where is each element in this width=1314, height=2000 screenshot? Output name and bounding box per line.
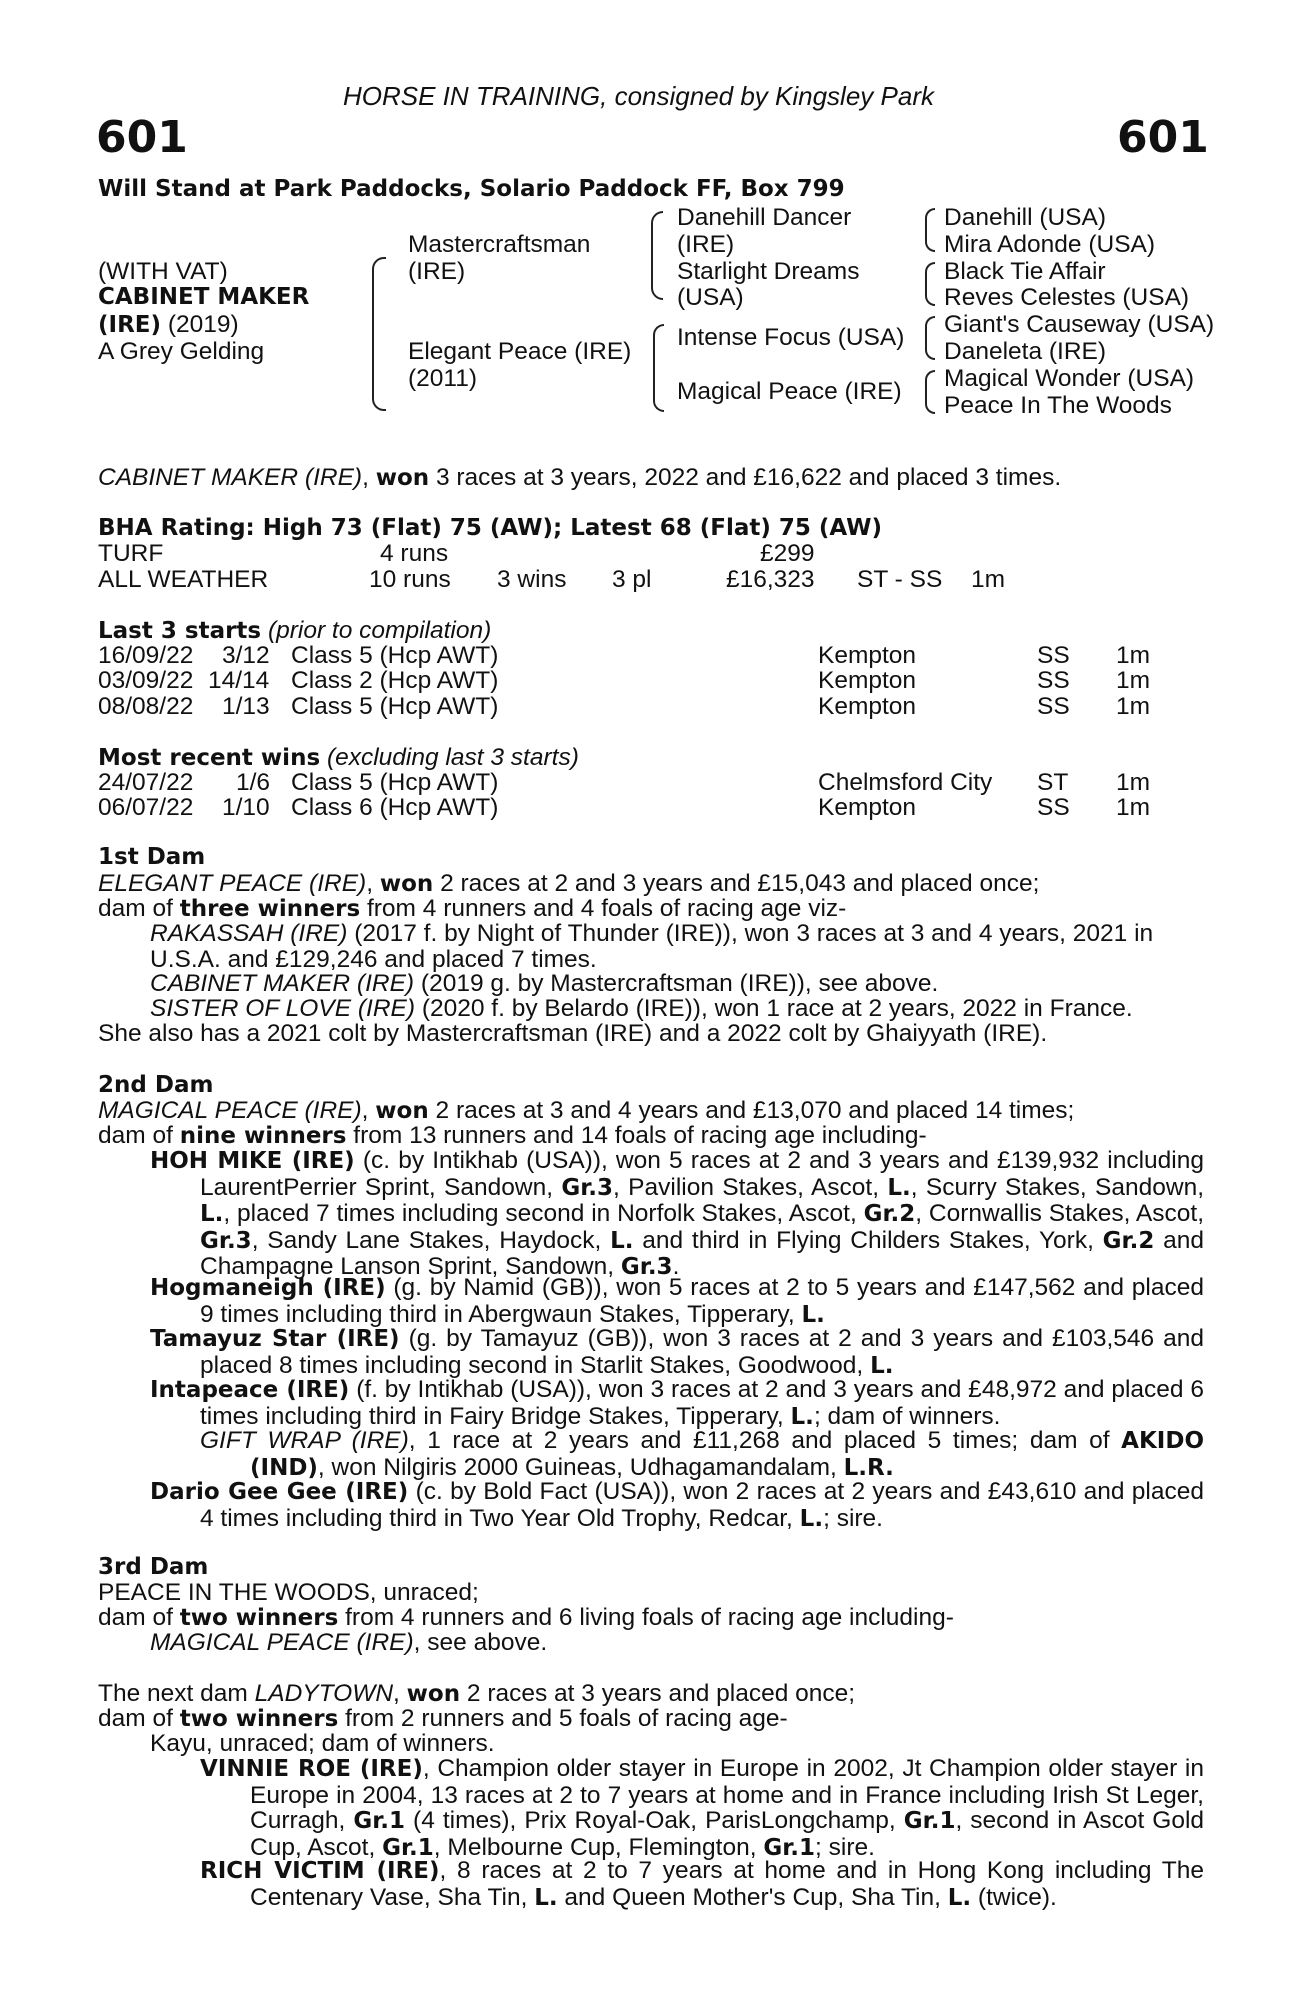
vinnie-roe-entry: VINNIE ROE (IRE), Champion older stayer in Europe in 2002, Jt Champion older stayer in Europe in 2004, 13 races at 2 to 7 years at home and in France including Irish St Leger, Curragh, Gr.1 (4 times), Prix Royal-Oak, ParisLongchamp, Gr.1, second in Ascot Gold Cup, Ascot, Gr.1, Melbourne Cup, Flemington, Gr.1; sire. — [200, 1755, 1205, 1861]
dam-dam: Magical Peace (IRE) — [677, 378, 902, 405]
ped-dsd: Daneleta (IRE) — [944, 338, 1107, 365]
ped-sdd: Reves Celestes (USA) — [944, 284, 1190, 311]
last-starts-heading: Last 3 starts (prior to compilation) — [98, 617, 492, 644]
race-summary: CABINET MAKER (IRE), won 3 races at 3 years, 2022 and £16,622 and placed 3 times. — [98, 464, 1062, 491]
sire-name: Mastercraftsman — [408, 231, 591, 258]
brace-g4 — [925, 370, 935, 414]
intapeace-entry: Intapeace (IRE) (f. by Intikhab (USA)), won 3 races at 2 and 3 years and £48,972 and placed 6 times including third in Fairy Bridge Stakes, Tipperary, L.; dam of winners. — [150, 1376, 1204, 1430]
lot-number-right: 601 — [1117, 112, 1209, 163]
first-dam-produce-3: SISTER OF LOVE (IRE) (2020 f. by Belardo (IRE)), won 1 race at 2 years, 2022 in France. — [150, 995, 1133, 1022]
kayu-entry: Kayu, unraced; dam of winners. — [150, 1730, 495, 1757]
second-dam-produce-summary: dam of nine winners from 13 runners and 14 foals of racing age including- — [98, 1122, 927, 1149]
rich-victim-entry: RICH VICTIM (IRE), 8 races at 2 to 7 years at home and in Hong Kong including The Centenary Vase, Sha Tin, L. and Queen Mother's Cup, Sha Tin, L. (twice). — [200, 1857, 1204, 1911]
bha-rating: BHA Rating: High 73 (Flat) 75 (AW); Latest 68 (Flat) 75 (AW) — [98, 515, 883, 541]
third-dam-produce-summary: dam of two winners from 4 runners and 6 living foals of racing age including- — [98, 1604, 954, 1631]
pedigree-brace-main — [372, 257, 386, 411]
horse-description: A Grey Gelding — [98, 338, 265, 365]
second-dam-heading: 2nd Dam — [98, 1072, 214, 1098]
dam-year: (2011) — [408, 365, 478, 392]
third-dam-produce-1: MAGICAL PEACE (IRE), see above. — [150, 1629, 548, 1656]
ped-dss: Giant's Causeway (USA) — [944, 311, 1215, 338]
third-dam-heading: 3rd Dam — [98, 1554, 209, 1580]
next-dam-produce-summary: dam of two winners from 2 runners and 5 foals of racing age- — [98, 1705, 788, 1732]
first-dam-produce-summary: dam of three winners from 4 runners and 4 foals of racing age viz- — [98, 895, 847, 922]
pedigree-brace-dam — [653, 324, 664, 412]
brace-g3 — [925, 316, 935, 360]
first-dam-produce-2: CABINET MAKER (IRE) (2019 g. by Mastercraftsman (IRE)), see above. — [150, 970, 939, 997]
gift-wrap-entry: GIFT WRAP (IRE), 1 race at 2 years and £11,268 and placed 5 times; dam of AKIDO (IND), won Nilgiris 2000 Guineas, Udhagamandalam, L.R. — [200, 1427, 1204, 1481]
stabling-line: Will Stand at Park Paddocks, Solario Paddock FF, Box 799 — [98, 176, 845, 202]
catalogue-page: HORSE IN TRAINING, consigned by Kingsley Park 601 601 Will Stand at Park Paddocks, Solario Paddock FF, Box 799 (WITH VAT) CABINET MAKER (IRE) (2019) A Grey Gelding Mastercraftsman (IRE) Elegant Peace (IRE) (2011) Danehill Dancer (IRE) Starlight Dreams (USA) Intense Focus (USA) Magical Peace (IRE) Danehill (USA) Mira Adonde (USA) Black Tie Affair Reves Celestes (USA) Giant's Causeway (USA) Daneleta (IRE) Magical Wonder (USA) Peace In The Woods CABINET MAKER (IRE), won 3 races at 3 years, 2022 and £16,622 and placed 3 times. BHA Rating: High 73 (Flat) 75 (AW); Latest 68 (Flat) 75 (AW) TURF 4 runs £299 ALL WEATHER 10 runs 3 wins 3 pl £16,323 ST - SS 1m Last 3 starts (prior to compilation) 16/09/22 3/12 Class 5 (Hcp AWT) Kempton SS 1m 03/09/22 14/14 Class 2 (Hcp AWT) Kempton SS 1m 08/08/22 1/13 Class 5 (Hcp AWT) Kempton SS 1m Most recent wins (excluding last 3 starts) 24/07/22 1/6 Class 5 (Hcp AWT) Chelmsford City ST 1m 06/07/22 1/10 Class 6 (Hcp AWT) Kempton SS 1m 1st Dam ELEGANT PEACE (IRE), won 2 races at 2 and 3 years and £15,043 and placed once; dam of three winners from 4 runners and 4 foals of racing age viz- RAKASSAH (IRE) (2017 f. by Night of Thunder (IRE)), won 3 races at 3 and 4 years, 2021 in U.S.A. and £129,246 and placed 7 times. CABINET MAKER (IRE) (2019 g. by Mastercraftsman (IRE)), see above. SISTER OF LOVE (IRE) (2020 f. by Belardo (IRE)), won 1 race at 2 years, 2022 in France. She also has a 2021 colt by Mastercraftsman (IRE) and a 2022 colt by Ghaiyyath (IRE). 2nd Dam MAGICAL PEACE (IRE), won 2 races at 3 and 4 years and £13,070 and placed 14 times; dam of nine winners from 13 runners and 14 foals of racing age including- HOH MIKE (IRE) (c. by Intikhab (USA)), won 5 races at 2 and 3 years and £139,932 including LaurentPerrier Sprint, Sandown, Gr.3, Pavilion Stakes, Ascot, L., Scurry Stakes, Sandown, L., placed 7 times including second in Norfolk Stakes, Ascot, Gr.2, Cornwallis Stakes, Ascot, Gr.3, Sandy Lane Stakes, Haydock, L. and third in Flying Childers Stakes, York, Gr.2 and Champagne Lanson Sprint, Sandown, Gr.3. Hogmaneigh (IRE) (g. by Namid (GB)), won 5 races at 2 to 5 years and £147,562 and placed 9 times including third in Abergwaun Stakes, Tipperary, L. Tamayuz Star (IRE) (g. by Tamayuz (GB)), won 3 races at 2 and 3 years and £103,546 and placed 8 times including second in Starlit Stakes, Goodwood, L. Intapeace (IRE) (f. by Intikhab (USA)), won 3 races at 2 and 3 years and £48,972 and placed 6 times including third in Fairy Bridge Stakes, Tipperary, L.; dam of winners. GIFT WRAP (IRE), 1 race at 2 years and £11,268 and placed 5 times; dam of AKIDO (IND), won Nilgiris 2000 Guineas, Udhagamandalam, L.R. Dario Gee Gee (IRE) (c. by Bold Fact (USA)), won 2 races at 2 years and £43,610 and placed 4 times including third in Two Year Old Trophy, Redcar, L.; sire. 3rd Dam PEACE IN THE WOODS, unraced; dam of two winners from 4 runners and 6 living foals of racing age including- MAGICAL PEACE (IRE), see above. The next dam LADYTOWN, won 2 races at 3 years and placed once; dam of two winners from 2 runners and 5 foals of racing age- Kayu, unraced; dam of winners. VINNIE ROE (IRE), Champion older stayer in Europe in 2002, Jt Champion older stayer in Europe in 2004, 13 races at 2 to 7 years at home and in France including Irish St Leger, Curragh, Gr.1 (4 times), Prix Royal-Oak, ParisLongchamp, Gr.1, second in Ascot Gold Cup, Ascot, Gr.1, Melbourne Cup, Flemington, Gr.1; sire. RICH VICTIM (IRE), 8 races at 2 to 7 years at home and in Hong Kong including The Centenary Vase, Sha Tin, L. and Queen Mother's Cup, Sha Tin, L. (twice). — [96, 81, 1215, 1911]
next-dam-record: The next dam LADYTOWN, won 2 races at 3 years and placed once; — [98, 1680, 856, 1707]
horse-name: CABINET MAKER — [98, 284, 310, 310]
ped-ddd: Peace In The Woods — [944, 392, 1172, 419]
ped-sss: Danehill (USA) — [944, 204, 1107, 231]
consignment-line: HORSE IN TRAINING, consigned by Kingsley Park — [343, 81, 934, 111]
second-dam-record: MAGICAL PEACE (IRE), won 2 races at 3 and 4 years and £13,070 and placed 14 times; — [98, 1097, 1075, 1124]
horse-name-country-year: (IRE) (2019) — [98, 311, 239, 338]
sire-dam-country: (USA) — [677, 284, 744, 311]
third-dam-record: PEACE IN THE WOODS, unraced; — [98, 1579, 479, 1606]
ped-dds: Magical Wonder (USA) — [944, 365, 1195, 392]
ped-ssd: Mira Adonde (USA) — [944, 231, 1156, 258]
brace-g1 — [925, 208, 935, 252]
ped-sds: Black Tie Affair — [944, 258, 1106, 285]
hogmaneigh-entry: Hogmaneigh (IRE) (g. by Namid (GB)), won 5 races at 2 to 5 years and £147,562 and placed 9 times including third in Abergwaun Stakes, Tipperary, L. — [150, 1274, 1204, 1328]
tamayuz-star-entry: Tamayuz Star (IRE) (g. by Tamayuz (GB)), won 3 races at 2 and 3 years and £103,546 and placed 8 times including second in Starlit Stakes, Goodwood, L. — [150, 1325, 1205, 1379]
hoh-mike-entry: HOH MIKE (IRE) (c. by Intikhab (USA)), won 5 races at 2 and 3 years and £139,932 including LaurentPerrier Sprint, Sandown, Gr.3, Pavilion Stakes, Ascot, L., Scurry Stakes, Sandown, L., placed 7 times including second in Norfolk Stakes, Ascot, Gr.2, Cornwallis Stakes, Ascot, Gr.3, Sandy Lane Stakes, Haydock, L. and third in Flying Childers Stakes, York, Gr.2 and Champagne Lanson Sprint, Sandown, Gr.3. — [150, 1147, 1205, 1281]
first-dam-record: ELEGANT PEACE (IRE), won 2 races at 2 and 3 years and £15,043 and placed once; — [98, 870, 1040, 897]
dam-sire: Intense Focus (USA) — [677, 324, 905, 351]
sire-country: (IRE) — [408, 258, 466, 285]
first-dam-produce-1: RAKASSAH (IRE) (2017 f. by Night of Thunder (IRE)), won 3 races at 3 and 4 years, 2021 in U.S.A. and £129,246 and placed 7 times. — [150, 920, 1154, 973]
first-dam-also: She also has a 2021 colt by Mastercraftsman (IRE) and a 2022 colt by Ghaiyyath (IRE). — [98, 1020, 1048, 1047]
dario-gee-gee-entry: Dario Gee Gee (IRE) (c. by Bold Fact (USA)), won 2 races at 2 years and £43,610 and placed 4 times including third in Two Year Old Trophy, Redcar, L.; sire. — [150, 1478, 1204, 1532]
sire-sire-country: (IRE) — [677, 231, 735, 258]
first-dam-heading: 1st Dam — [98, 844, 206, 870]
brace-g2 — [925, 262, 935, 306]
lot-number-left: 601 — [96, 112, 188, 163]
vat-label: (WITH VAT) — [98, 258, 228, 285]
sire-sire: Danehill Dancer — [677, 204, 852, 231]
recent-wins-heading: Most recent wins (excluding last 3 starts) — [98, 744, 579, 771]
dam-name: Elegant Peace (IRE) — [408, 338, 632, 365]
pedigree-brace-sire — [651, 211, 663, 300]
sire-dam: Starlight Dreams — [677, 258, 860, 285]
